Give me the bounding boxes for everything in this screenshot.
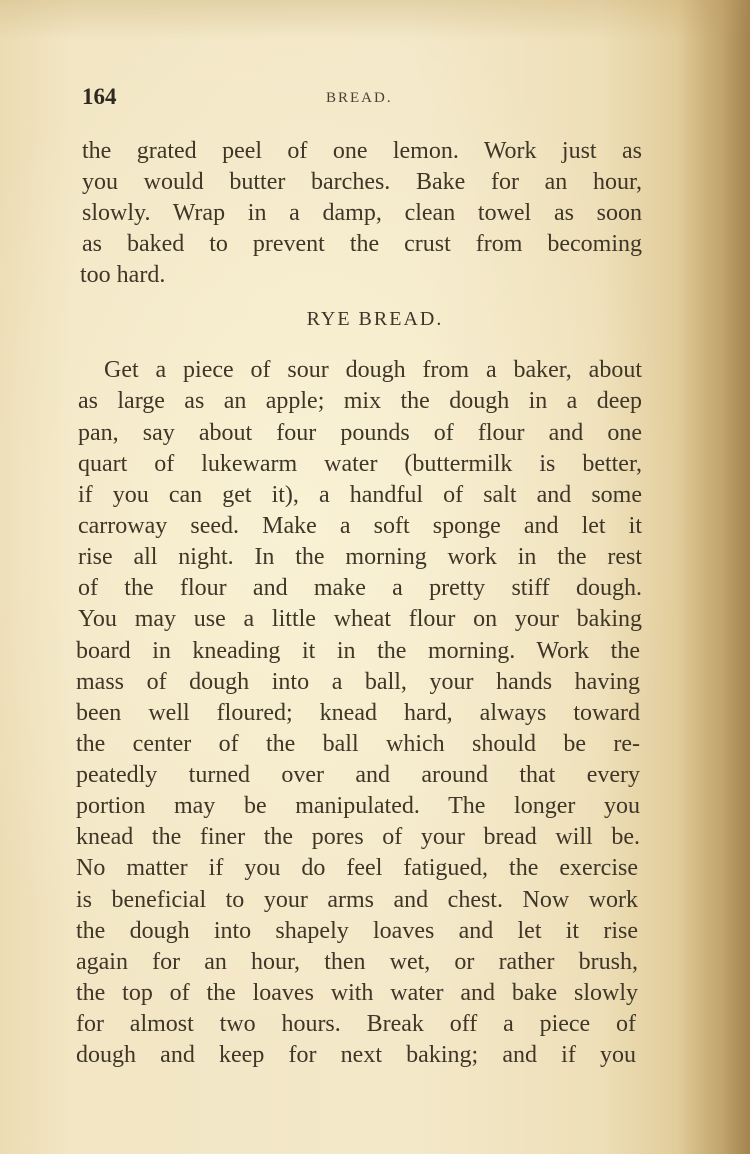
text-line: the top of the loaves with water and bake slowly: [76, 980, 638, 1006]
text-line: carroway seed. Make a soft sponge and let it: [78, 513, 642, 539]
page-header: [82, 84, 642, 114]
running-head: BREAD.: [326, 90, 393, 106]
text-line: if you can get it), a handful of salt and some: [78, 482, 642, 508]
page-number: 164: [82, 84, 117, 109]
text-line: portion may be manipulated. The longer you: [76, 793, 640, 819]
text-line: for almost two hours. Break off a piece of: [76, 1011, 636, 1037]
text-line: you would butter barches. Bake for an hour,: [82, 169, 642, 195]
text-line: too hard.: [80, 262, 166, 288]
text-line: dough and keep for next baking; and if you: [76, 1042, 636, 1068]
section-heading: RYE BREAD.: [306, 308, 444, 330]
text-line: rise all night. In the morning work in the rest: [78, 544, 642, 570]
text-line: board in kneading it in the morning. Work the: [76, 638, 640, 664]
page-gutter-shadow: [680, 0, 750, 1154]
text-line: knead the finer the pores of your bread will be.: [76, 824, 640, 850]
text-line: quart of lukewarm water (buttermilk is better,: [78, 451, 642, 477]
text-line: the dough into shapely loaves and let it rise: [76, 918, 638, 944]
text-line: You may use a little wheat flour on your baking: [78, 606, 642, 632]
text-line: peatedly turned over and around that every: [76, 762, 640, 788]
text-line: is beneficial to your arms and chest. Now work: [76, 887, 638, 913]
text-line: as large as an apple; mix the dough in a deep: [78, 388, 642, 414]
text-line: the center of the ball which should be re-: [76, 731, 640, 757]
page-top-shadow: [0, 0, 750, 40]
text-line: mass of dough into a ball, your hands having: [76, 669, 640, 695]
text-line: Get a piece of sour dough from a baker, about: [104, 357, 642, 383]
text-line: No matter if you do feel fatigued, the exercise: [76, 855, 638, 881]
text-line: slowly. Wrap in a damp, clean towel as soon: [82, 200, 642, 226]
text-line: been well floured; knead hard, always toward: [76, 700, 640, 726]
text-line: of the flour and make a pretty stiff dough.: [78, 575, 642, 601]
text-line: pan, say about four pounds of flour and one: [78, 420, 642, 446]
text-line: again for an hour, then wet, or rather brush,: [76, 949, 638, 975]
text-line: as baked to prevent the crust from becoming: [82, 231, 642, 257]
text-line: the grated peel of one lemon. Work just as: [82, 138, 642, 164]
